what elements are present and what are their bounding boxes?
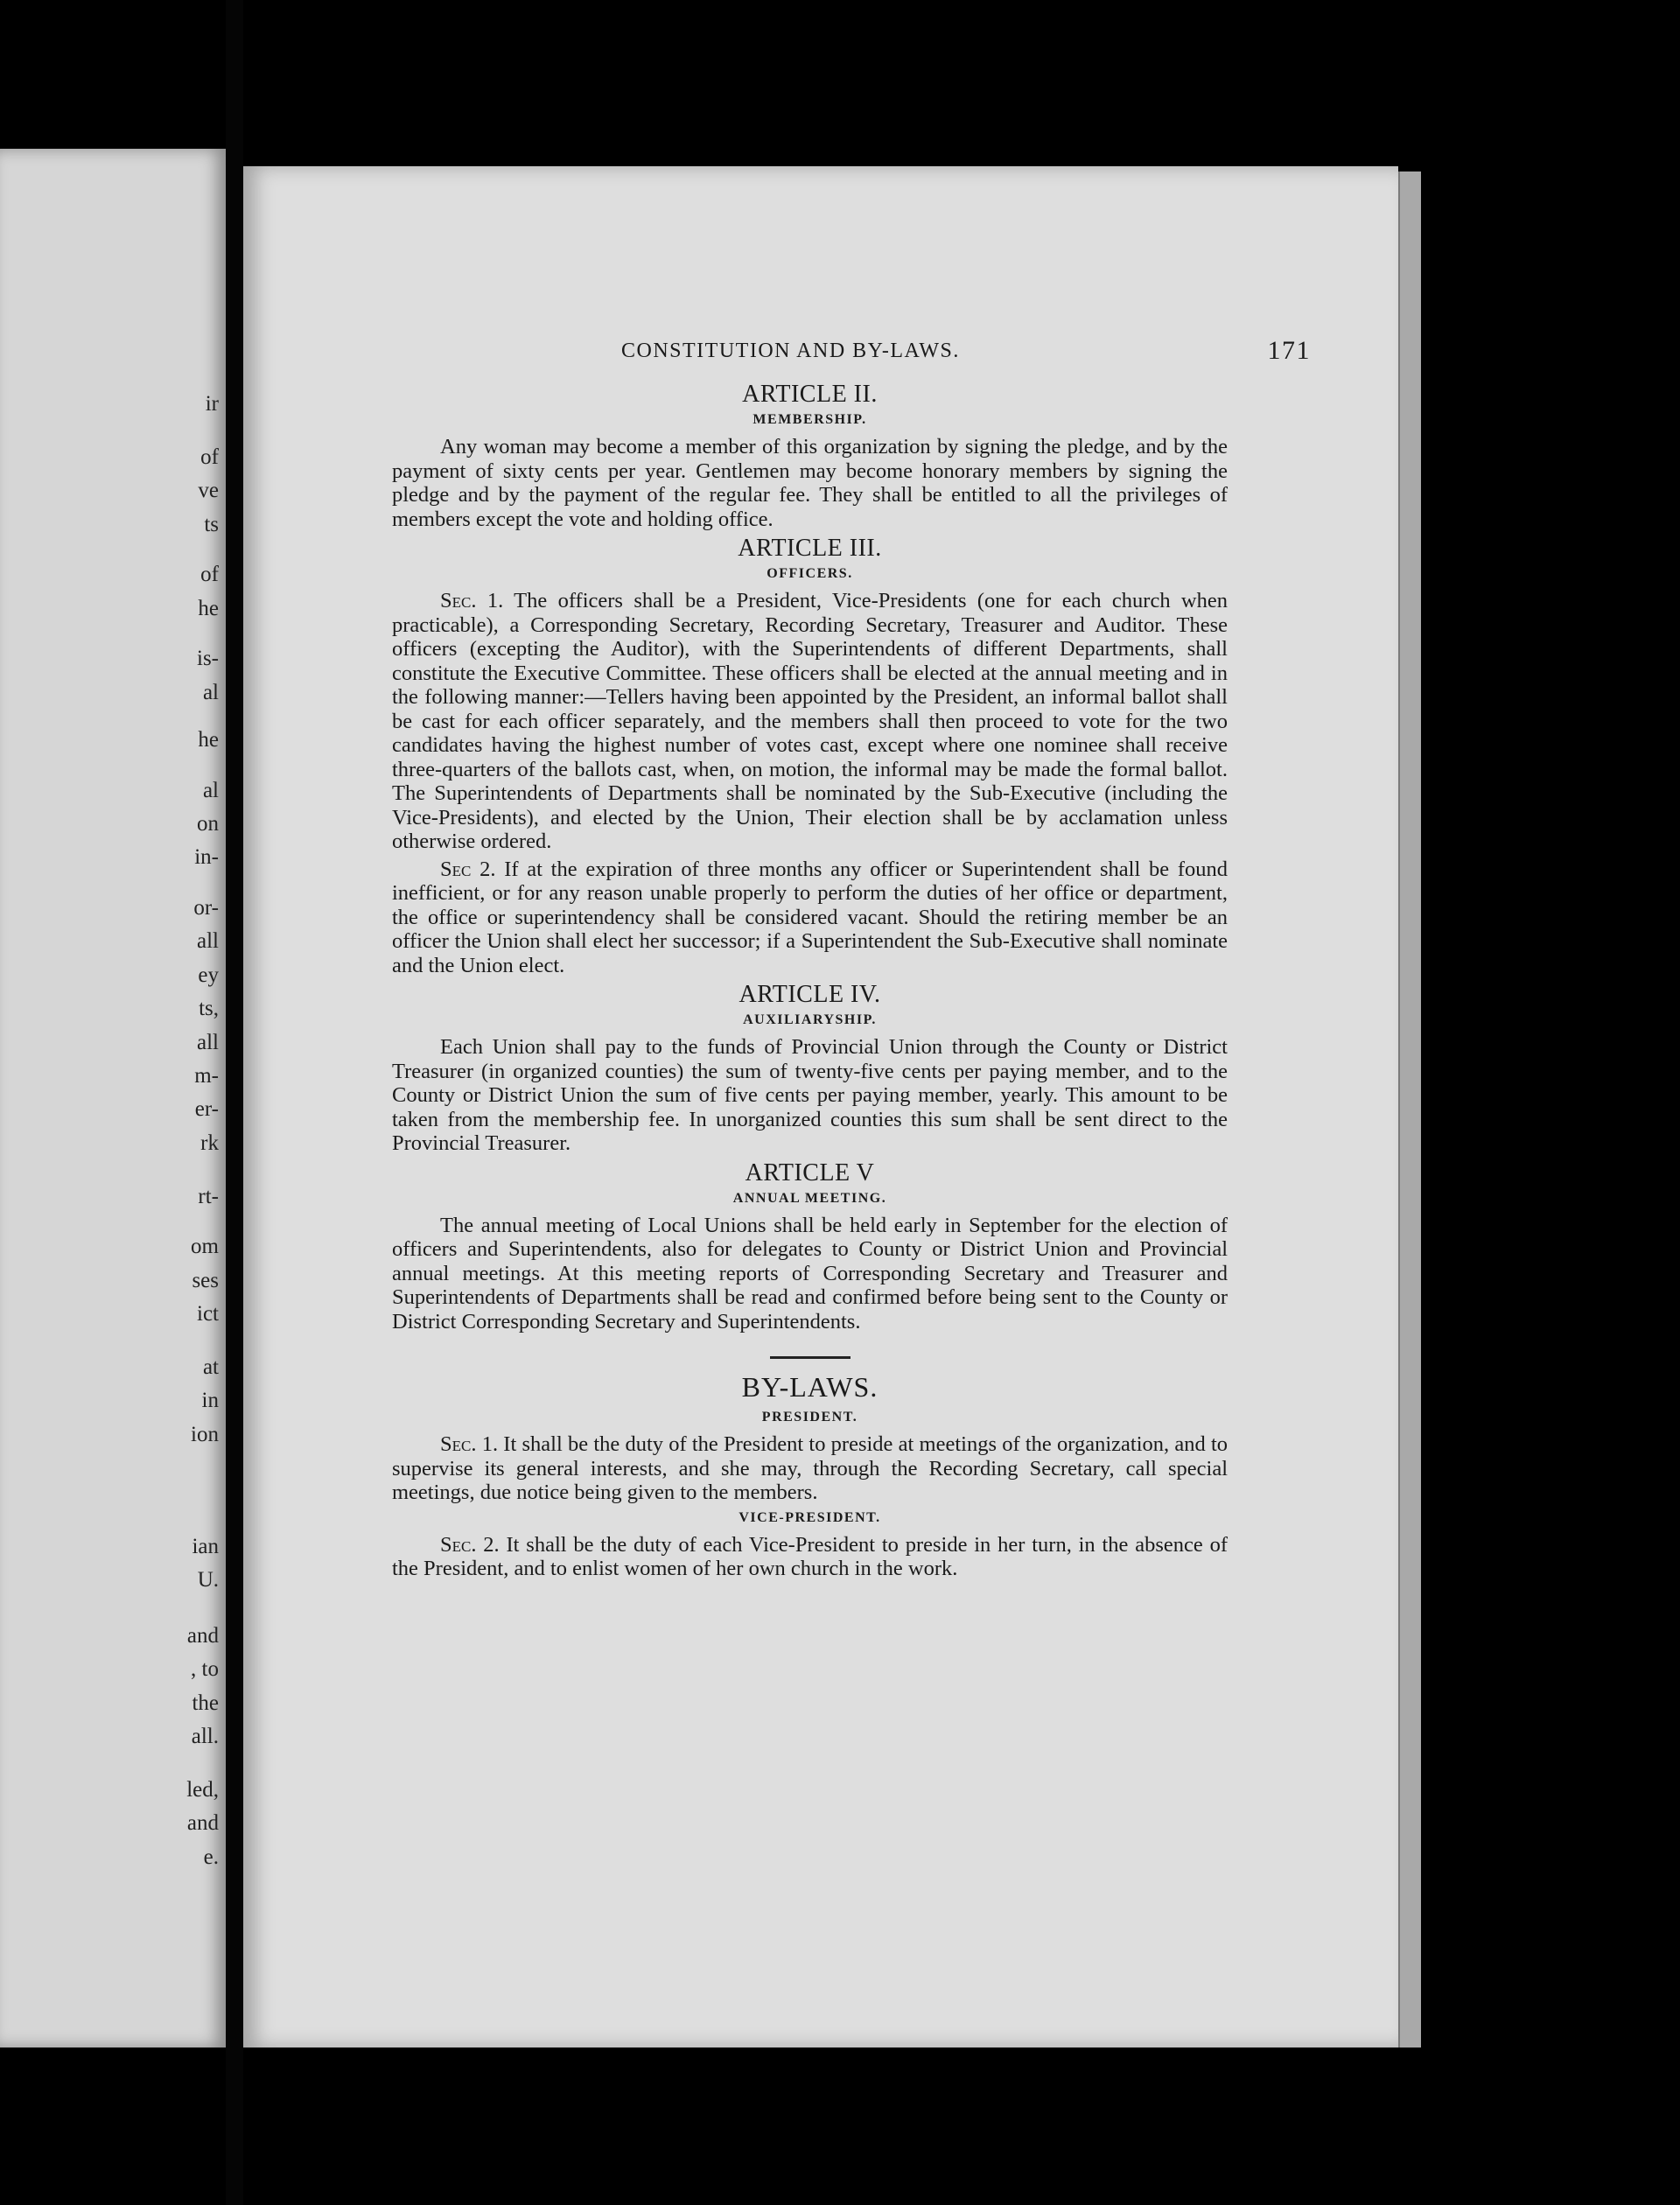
by-laws — [392, 1371, 1228, 1581]
article-3-sec-1 — [392, 589, 1228, 854]
section-text: It shall be the duty of the President to preside at meetings of the organization, and to supervise its general interests, and she may, through the Recording Secretary, call special meetings, due notice being given to the members. — [392, 1432, 1228, 1504]
page-content — [392, 381, 1228, 1585]
article-4-text: Each Union shall pay to the funds of Provincial Union through the County or District Treasurer (in organized counties) the sum of twenty-five cents per paying member, and to the County or District Union the sum of five cents per paying member, yearly. This amount to be taken from the membership fee. In unorganized counties this sum shall be sent direct to the Provincial Treasurer. — [392, 1035, 1228, 1155]
section-text: The officers shall be a President, Vice-Presidents (one for each church when practicable), a Corresponding Secretary, Recording Secretary, Treasurer and Auditor. These officers (excepting the Auditor), with the Superintendents of different Departments, shall constitute the Executive Committee. These officers shall be elected at the annual meeting and in the following manner:—Tellers having been appointed by the President, an informal ballot shall be cast for each officer separately, and the members shall then proceed to vote for the two candidates having the highest number of votes cast, except where one nominee shall receive three-quarters of the ballots cast, when, on motion, the informal may be made the formal ballot. The Superintendents of Departments shall be nominated by the Sub-Executive (including the Vice-Presidents), and elected by the Union, Their election shall be by acclamation unless otherwise ordered. — [392, 589, 1228, 853]
left-page-text-fragment: all — [197, 1030, 219, 1054]
left-page-text-fragment: U. — [197, 1568, 219, 1592]
bylaws-sec-1 — [392, 1432, 1228, 1505]
left-page-text-fragment: ts, — [199, 997, 219, 1021]
left-page-text-fragment: of — [200, 444, 219, 469]
left-page-text-fragment: e. — [203, 1844, 219, 1869]
section-text: It shall be the duty of each Vice-President to preside in her turn, in the absence of the President, and to enlist women of her own church in the work. — [392, 1532, 1228, 1580]
president-heading: PRESIDENT. — [761, 1410, 858, 1424]
left-page-text-fragment: he — [198, 596, 219, 620]
section-label: Sec 2. — [440, 857, 496, 881]
article-5 — [392, 1159, 1228, 1334]
left-page-text-fragment: all. — [191, 1725, 219, 1749]
article-4 — [392, 981, 1228, 1156]
article-4-subheading: AUXILIARYSHIP. — [743, 1012, 877, 1027]
page-edge — [1398, 172, 1421, 2048]
left-page-text-fragment: m- — [194, 1064, 219, 1088]
left-page-text-fragment: al — [202, 778, 219, 802]
left-page-text-fragment: led, — [186, 1778, 219, 1802]
left-page-text-fragment: the — [192, 1690, 219, 1715]
article-3-subheading: OFFICERS. — [766, 566, 853, 581]
left-page-text-fragment: and — [186, 1811, 219, 1836]
article-2-text: Any woman may become a member of this organization by signing the pledge, and by the payment of sixty cents per year. Gentlemen may become honorary members by signing the pledge and by the payment of the regular fee. They shall be entitled to all the privileges of members except the vote and holding office. — [392, 435, 1228, 531]
bylaws-sec-2 — [392, 1533, 1228, 1581]
vice-president-heading: VICE-PRESIDENT. — [738, 1509, 881, 1525]
article-5-text: The annual meeting of Local Unions shall be held early in September for the election of officers and Superintendents, also for delegates to County or District Union and Provincial annual meetings. At this meeting reports of Corresponding Secretary and Treasurer and Superintendents of Departments shall be read and confirmed before being sent to the County or District Corresponding Secretary and Superintendents. — [392, 1213, 1228, 1334]
left-page-text-fragment: ses — [192, 1268, 219, 1292]
article-2-subheading: MEMBERSHIP. — [752, 412, 867, 427]
left-page-text-fragment: ian — [192, 1534, 219, 1558]
left-page-text-fragment: , to — [191, 1657, 219, 1682]
left-page-text-fragment: all — [197, 929, 219, 954]
article-3-sec-2 — [392, 858, 1228, 978]
running-title: CONSTITUTION AND BY-LAWS. — [621, 340, 960, 362]
left-page-text-fragment: is- — [197, 647, 219, 671]
left-page-text-fragment: ir — [205, 392, 219, 416]
left-page-text-fragment: om — [191, 1235, 219, 1259]
section-label: Sec. 1. — [440, 589, 504, 612]
page-number: 171 — [1267, 336, 1311, 365]
article-2-heading: ARTICLE II. — [742, 381, 878, 408]
left-page-text-fragment: of — [200, 563, 219, 587]
left-page-text-fragment: and — [186, 1624, 219, 1648]
section-label: Sec. 2. — [440, 1532, 500, 1557]
left-page-text-fragment: on — [197, 812, 219, 836]
left-page-text-fragment: in — [201, 1389, 219, 1413]
left-page-text-fragment: ion — [191, 1422, 219, 1446]
left-page-text-fragment: er- — [194, 1097, 219, 1122]
left-page-text-fragment: ve — [198, 479, 219, 503]
book-gutter — [226, 0, 243, 2205]
left-page-text-fragment: rk — [200, 1130, 219, 1155]
left-page — [0, 149, 226, 2048]
left-page-text-fragment: ey — [198, 962, 219, 987]
section-divider — [770, 1356, 850, 1359]
article-2 — [392, 381, 1228, 531]
article-5-heading: ARTICLE V — [745, 1158, 875, 1186]
left-page-text-fragment: ts — [204, 512, 219, 536]
left-page-text-fragment: at — [202, 1354, 219, 1379]
article-3 — [392, 535, 1228, 977]
left-page-text-fragment: or- — [193, 896, 219, 920]
left-page-text-fragment: he — [198, 728, 219, 752]
article-3-heading: ARTICLE III. — [738, 535, 882, 562]
article-5-subheading: ANNUAL MEETING. — [732, 1190, 887, 1206]
section-label: Sec. 1. — [440, 1432, 499, 1456]
section-text: If at the expiration of three months any officer or Superintendent shall be found inefficient, or for any reason unable properly to perform the duties of her office or department, the office or superintendency shall be considered vacant. Should the retiring member be an officer the Union shall elect her successor; if a Superintendent the Sub-Executive shall nominate and the Union elect. — [392, 857, 1228, 977]
right-page — [243, 166, 1398, 2048]
article-4-heading: ARTICLE IV. — [738, 981, 881, 1008]
left-page-text-fragment: ict — [197, 1302, 219, 1326]
left-page-text-fragment: al — [202, 680, 219, 704]
left-page-text-fragment: in- — [194, 845, 219, 870]
bylaws-heading: BY-LAWS. — [741, 1371, 878, 1403]
left-page-text-fragment: rt- — [198, 1184, 219, 1208]
